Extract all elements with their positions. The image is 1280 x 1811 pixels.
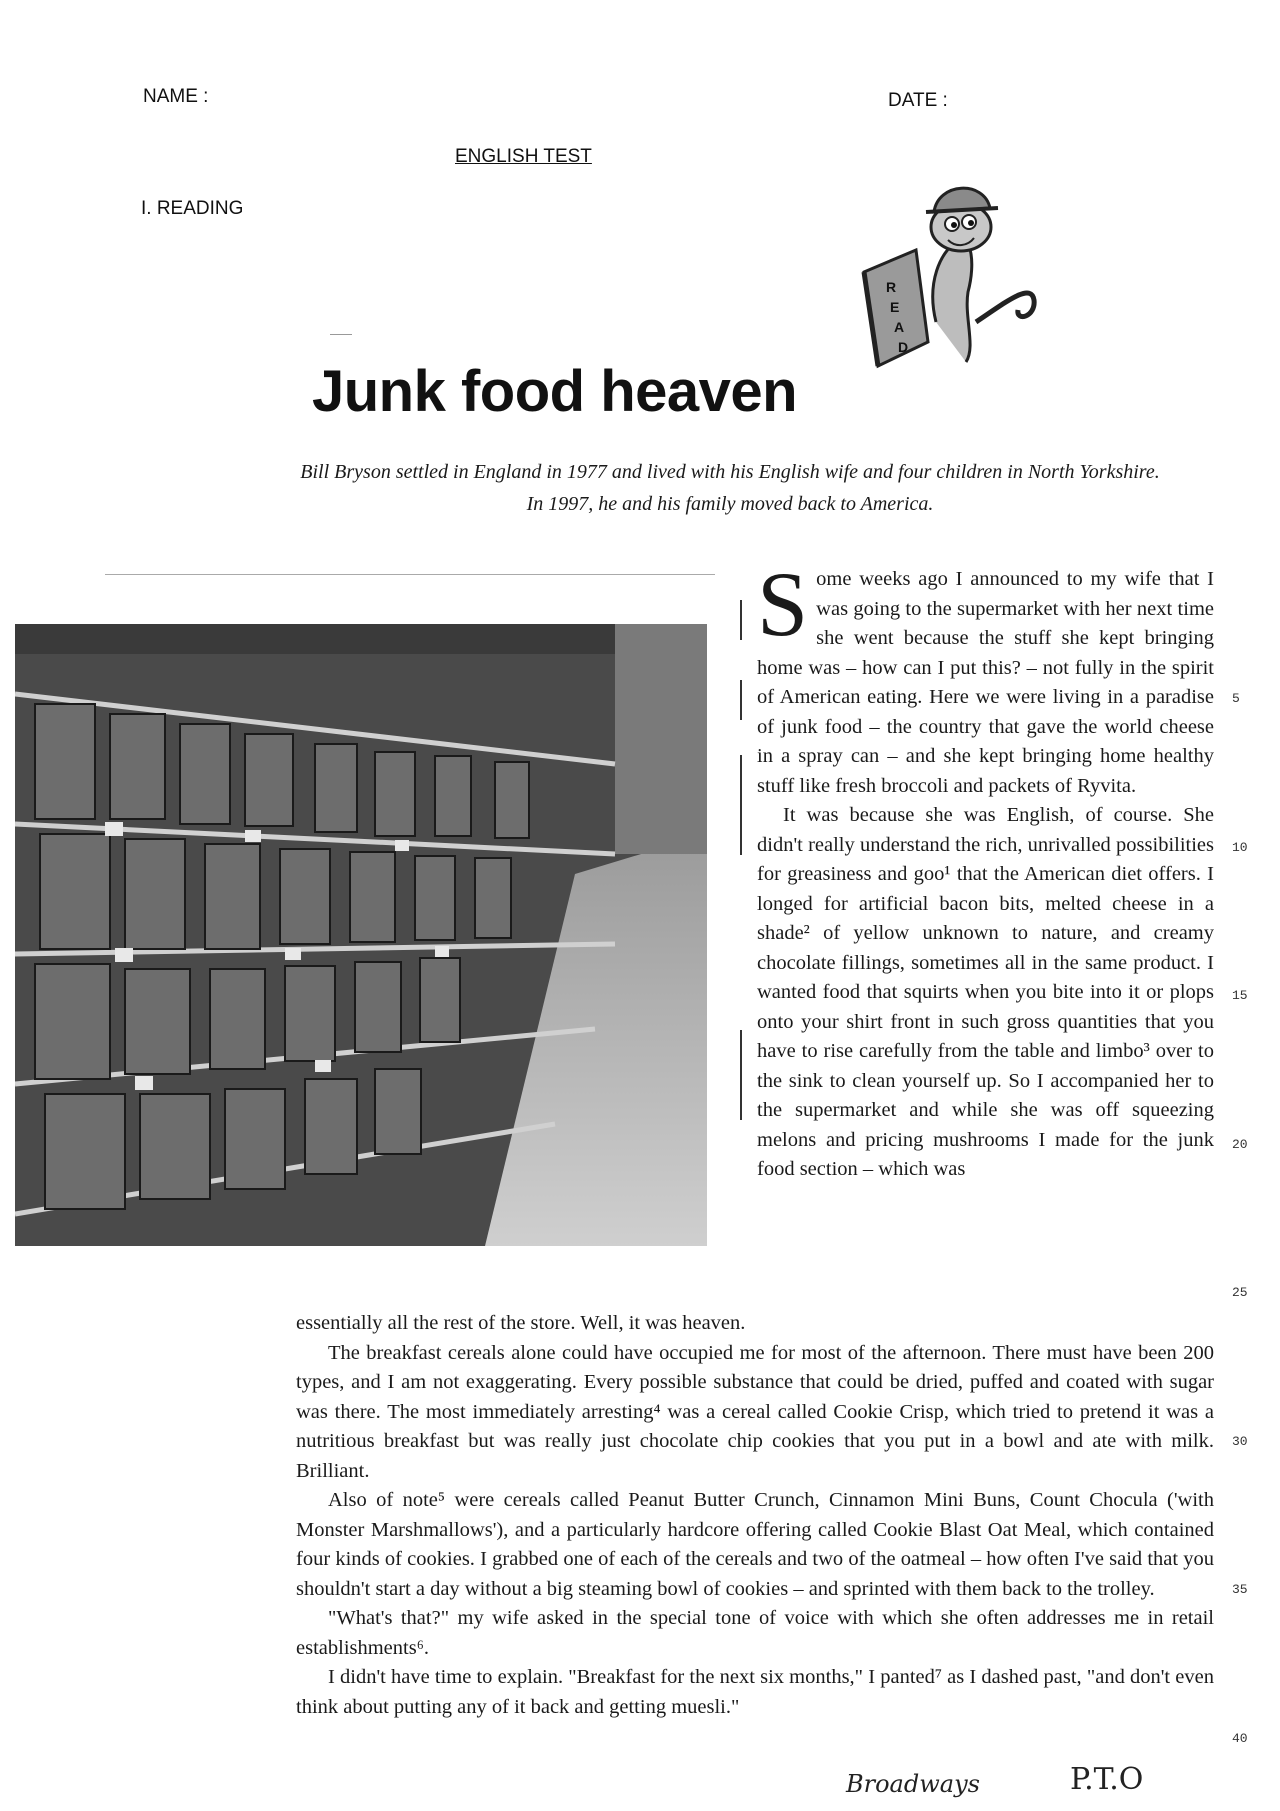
line-number: 10 <box>1232 840 1248 855</box>
article-subtitle: Bill Bryson settled in England in 1977 and lived with his English wife and four children in North Yorkshire. In 1997, he and his family moved back to America. <box>300 461 1160 515</box>
divider-line <box>105 574 715 575</box>
line-number: 25 <box>1232 1285 1248 1300</box>
article-body <box>296 1309 1214 1722</box>
article-column <box>757 553 1214 1185</box>
paragraph-4: Also of note⁵ were cereals called Peanut Butter Crunch, Cinnamon Mini Buns, Count Chocula ('with Monster Marshmallows'), and a particularly hardcore offering called Cookie Blast Oat Meal, which contained four kinds of cookies. I grabbed one of each of the cereals and two of the oatmeal – how often I've said that you shouldn't start a day without a big steaming bowl of cookies – and sprinted with them back to the trolley. <box>296 1489 1214 1600</box>
margin-mark <box>740 600 742 640</box>
section-text: I. READING <box>141 198 244 219</box>
reading-worm-icon <box>856 172 1046 382</box>
line-number: 30 <box>1232 1434 1248 1449</box>
margin-mark <box>740 680 742 720</box>
article-title: Junk food heaven <box>312 359 798 424</box>
name-label: NAME : <box>143 86 209 107</box>
line-number: 20 <box>1232 1137 1248 1152</box>
line-number: 15 <box>1232 988 1248 1003</box>
date-label: DATE : <box>888 90 948 111</box>
supermarket-aisle-photo <box>15 624 707 1246</box>
paragraph-1 <box>757 553 1214 801</box>
paragraph-1-text: ome weeks ago I announced to my wife that I was going to the supermarket with her next time she went because the stuff she kept bringing home was – how can I put this? – not fully in the spirit of American eating. Here we were living in a paradise of junk food – the country that gave the world cheese in a spray can – and she kept bringing home healthy stuff like fresh broccoli and packets of Ryvita. <box>757 568 1214 797</box>
pto-note: P.T.O <box>1070 1762 1144 1797</box>
scan-mark <box>330 334 352 335</box>
drop-cap: S <box>757 553 809 655</box>
line-number: 35 <box>1232 1582 1248 1597</box>
svg-text:A: A <box>894 319 905 335</box>
paragraph-3: The breakfast cereals alone could have occupied me for most of the afternoon. There must have been 200 types, and I am not exaggerating. Every possible substance that could be dried, puffed and coated with sugar was there. The most immediately arresting⁴ was a cereal called Cookie Crisp, which tried to pretend it was a nutritious breakfast but was really just chocolate chip cookies that you put in a bowl and ate with milk. Brilliant. <box>296 1341 1214 1482</box>
svg-text:E: E <box>890 299 900 315</box>
paragraph-2: It was because she was English, of course. She didn't really understand the rich, unrivalled possibilities for greasiness and goo¹ that the American diet offers. I longed for artificial bacon bits, melted cheese in a shade² of yellow unknown to nature, and creamy chocolate fillings, sometimes all in the same product. I wanted food that squirts when you bite into it or plops onto your shirt front in such gross quantities that you have to rise carefully from the table and limbo³ over to the sink to clean yourself up. So I accompanied her to the supermarket and while she was off squeezing melons and pricing mushrooms I made for the junk food section – which was <box>757 804 1214 1180</box>
margin-mark <box>740 755 742 855</box>
section-heading <box>141 198 243 220</box>
paragraph-5: "What's that?" my wife asked in the special tone of voice with which she often addresses me in retail establishments⁶. <box>296 1607 1214 1659</box>
svg-text:R: R <box>886 279 897 295</box>
svg-text:D: D <box>898 339 909 355</box>
line-number: 5 <box>1232 691 1240 706</box>
paragraph-2-continued: essentially all the rest of the store. Well, it was heaven. <box>296 1312 746 1334</box>
margin-mark <box>740 1030 742 1120</box>
line-number: 40 <box>1232 1731 1248 1746</box>
paragraph-6: I didn't have time to explain. "Breakfast for the next six months," I panted⁷ as I dashed past, "and don't even think about putting any of it back and getting muesli." <box>296 1666 1214 1718</box>
handwritten-note: Broadways <box>846 1770 980 1798</box>
test-title: ENGLISH TEST <box>455 146 592 167</box>
